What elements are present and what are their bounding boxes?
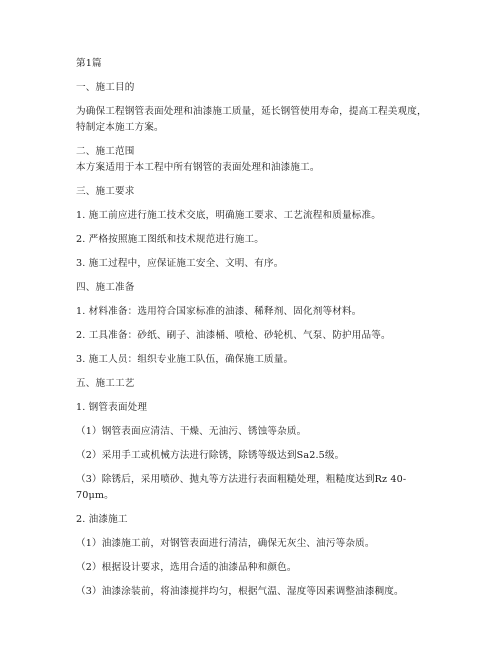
purpose-paragraph-line-1: 为确保工程钢管表面处理和油漆施工质量，延长钢管使用寿命，提高工程美观度， xyxy=(76,106,427,117)
surface-step-1: （1）钢管表面应清洁、干燥、无油污、锈蚀等杂质。 xyxy=(76,426,307,437)
painting-step-3: （3）油漆涂装前，将油漆搅拌均匀，根据气温、湿度等因素调整油漆稠度。 xyxy=(76,586,404,597)
section-heading-preparation: 四、施工准备 xyxy=(76,282,135,293)
section-heading-requirements: 三、施工要求 xyxy=(76,186,135,197)
requirement-item-1: 1. 施工前应进行施工技术交底，明确施工要求、工艺流程和质量标准。 xyxy=(76,210,381,221)
process-subheading-surface: 1. 钢管表面处理 xyxy=(76,402,148,413)
preparation-item-2: 2. 工具准备：砂纸、刷子、油漆桶、喷枪、砂轮机、气泵、防护用品等。 xyxy=(76,330,391,341)
requirement-item-3: 3. 施工过程中，应保证施工安全、文明、有序。 xyxy=(76,258,284,269)
painting-step-2: （2）根据设计要求，选用合适的油漆品种和颜色。 xyxy=(76,562,297,573)
section-heading-purpose: 一、施工目的 xyxy=(76,82,135,93)
requirement-item-2: 2. 严格按照施工图纸和技术规范进行施工。 xyxy=(76,234,265,245)
section-heading-scope: 二、施工范围 xyxy=(76,146,135,157)
scope-paragraph: 本方案适用于本工程中所有钢管的表面处理和油漆施工。 xyxy=(76,162,320,173)
surface-step-3-line-2: 70μm。 xyxy=(76,490,114,501)
surface-step-2: （2）采用手工或机械方法进行除锈，除锈等级达到Sa2.5级。 xyxy=(76,450,345,461)
purpose-paragraph-line-2: 特制定本施工方案。 xyxy=(76,122,164,133)
painting-step-1: （1）油漆施工前，对钢管表面进行清洁，确保无灰尘、油污等杂质。 xyxy=(76,538,375,549)
chapter-heading: 第1篇 xyxy=(76,58,102,69)
process-subheading-painting: 2. 油漆施工 xyxy=(76,514,128,525)
section-heading-process: 五、施工工艺 xyxy=(76,378,135,389)
surface-step-3-line-1: （3）除锈后，采用喷砂、抛丸等方法进行表面粗糙处理，粗糙度达到Rz 40- xyxy=(76,474,407,485)
preparation-item-3: 3. 施工人员：组织专业施工队伍，确保施工质量。 xyxy=(76,354,294,365)
preparation-item-1: 1. 材料准备：选用符合国家标准的油漆、稀释剂、固化剂等材料。 xyxy=(76,306,362,317)
